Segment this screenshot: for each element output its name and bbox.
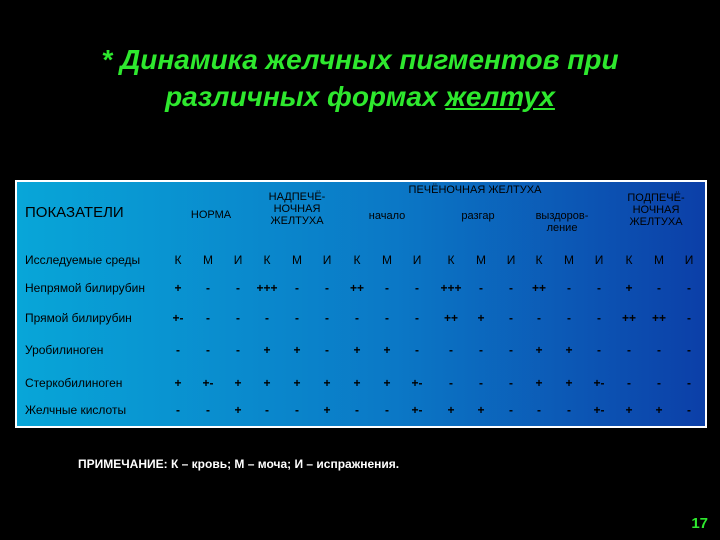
table-cell: +	[353, 343, 361, 357]
table-cell: -	[325, 281, 329, 295]
table-cell: -	[385, 311, 389, 325]
table-cell: -	[385, 281, 389, 295]
table-cell: -	[597, 343, 601, 357]
table-cell: -	[479, 281, 483, 295]
row-label: Желчные кислоты	[25, 403, 127, 417]
table-cell: +	[323, 403, 331, 417]
table-cell: -	[295, 403, 299, 417]
header-indicators: ПОКАЗАТЕЛИ	[25, 204, 124, 221]
row-label: Непрямой билирубин	[25, 281, 145, 295]
table-cell: -	[176, 343, 180, 357]
media-cell: М	[476, 253, 486, 267]
title-prefix: различных формах	[165, 81, 446, 112]
table-cell: -	[325, 343, 329, 357]
table-cell: -	[687, 311, 691, 325]
table-cell: -	[265, 311, 269, 325]
table-cell: +	[323, 376, 331, 390]
table-cell: +	[383, 376, 391, 390]
table-cell: -	[479, 376, 483, 390]
table-cell: +	[535, 343, 543, 357]
table-cell: +	[353, 376, 361, 390]
media-cell: К	[174, 253, 182, 267]
table-cell: +++	[440, 281, 462, 295]
table-cell: -	[567, 281, 571, 295]
header-hepatic-recovery: выздоров- ление	[535, 210, 589, 234]
table-cell: -	[325, 311, 329, 325]
table-cell: -	[236, 311, 240, 325]
media-cell: М	[203, 253, 213, 267]
table-cell: +-	[593, 403, 605, 417]
media-cell: И	[322, 253, 332, 267]
table-cell: ++	[651, 311, 666, 325]
table-cell: +	[477, 403, 485, 417]
table-cell: -	[355, 403, 359, 417]
table-cell: +++	[256, 281, 278, 295]
table-cell: -	[509, 311, 513, 325]
table-cell: +	[293, 376, 301, 390]
table-cell: +	[174, 281, 182, 295]
media-cell: К	[535, 253, 543, 267]
table-cell: -	[449, 376, 453, 390]
header-hepatic-start: начало	[368, 210, 406, 222]
bile-pigments-table	[15, 180, 707, 428]
table-cell: -	[687, 343, 691, 357]
table-cell: +	[655, 403, 663, 417]
note-text: К – кровь; М – моча; И – испражнения.	[167, 457, 400, 471]
table-cell: -	[265, 403, 269, 417]
slide-title-line1: * Динамика желчных пигментов при	[101, 44, 619, 75]
table-cell: -	[687, 281, 691, 295]
table-cell: +	[447, 403, 455, 417]
row-label: Прямой билирубин	[25, 311, 132, 325]
table-cell: -	[479, 343, 483, 357]
page-number: 17	[691, 515, 708, 532]
table-cell: -	[627, 343, 631, 357]
table-cell: -	[657, 376, 661, 390]
header-norm: НОРМА	[190, 209, 232, 221]
table-cell: +	[293, 343, 301, 357]
header-hepatic-peak: разгар	[461, 210, 495, 222]
table-cell: -	[206, 311, 210, 325]
row-label: Стеркобилиноген	[25, 376, 123, 390]
table-cell: -	[687, 376, 691, 390]
table-cell: +-	[411, 376, 423, 390]
table-cell: -	[206, 343, 210, 357]
table-cell: +-	[593, 376, 605, 390]
table-cell: -	[657, 281, 661, 295]
row-label: Уробилиноген	[25, 343, 104, 357]
media-cell: К	[263, 253, 271, 267]
table-cell: -	[206, 403, 210, 417]
media-cell: К	[447, 253, 455, 267]
table-cell: +-	[411, 403, 423, 417]
slide-title-line2	[0, 79, 720, 115]
table-cell: -	[355, 311, 359, 325]
table-cell: -	[509, 376, 513, 390]
table-cell: +	[625, 403, 633, 417]
table-cell: -	[415, 311, 419, 325]
title-underlined-word: желтух	[445, 81, 555, 112]
media-cell: И	[233, 253, 243, 267]
table-cell: -	[415, 281, 419, 295]
table-cell: +	[234, 376, 242, 390]
table-cell: -	[509, 403, 513, 417]
media-cell: М	[382, 253, 392, 267]
table-cell: -	[537, 403, 541, 417]
media-cell: М	[564, 253, 574, 267]
table-cell: -	[597, 281, 601, 295]
table-cell: +	[565, 343, 573, 357]
table-cell: -	[687, 403, 691, 417]
table-cell: -	[176, 403, 180, 417]
table-cell: ++	[443, 311, 458, 325]
table-cell: -	[509, 343, 513, 357]
media-row-label: Исследуемые среды	[25, 253, 141, 267]
table-cell: -	[295, 311, 299, 325]
table-cell: -	[236, 343, 240, 357]
media-cell: К	[353, 253, 361, 267]
media-cell: К	[625, 253, 633, 267]
media-cell: М	[292, 253, 302, 267]
table-cell: ++	[349, 281, 364, 295]
table-cell: ++	[531, 281, 546, 295]
table-cell: +	[625, 281, 633, 295]
table-cell: +	[535, 376, 543, 390]
table-cell: ++	[621, 311, 636, 325]
table-cell: -	[295, 281, 299, 295]
table-note	[78, 457, 399, 471]
table-cell: +	[174, 376, 182, 390]
table-cell: +	[234, 403, 242, 417]
table-cell: -	[537, 311, 541, 325]
table-cell: -	[657, 343, 661, 357]
table-cell: +	[383, 343, 391, 357]
media-cell: И	[412, 253, 422, 267]
table-cell: -	[449, 343, 453, 357]
header-prehepatic: НАДПЕЧЁ- НОЧНАЯ ЖЕЛТУХА	[268, 191, 326, 227]
table-cell: -	[567, 311, 571, 325]
table-cell: +	[263, 376, 271, 390]
header-hepatic: ПЕЧЁНОЧНАЯ ЖЕЛТУХА	[408, 184, 542, 196]
table-cell: -	[567, 403, 571, 417]
media-cell: И	[506, 253, 516, 267]
note-prefix: ПРИМЕЧАНИЕ:	[78, 457, 168, 471]
table-cell: -	[415, 343, 419, 357]
media-cell: И	[684, 253, 694, 267]
table-cell: -	[206, 281, 210, 295]
media-cell: И	[594, 253, 604, 267]
table-cell: +	[565, 376, 573, 390]
header-posthepatic: ПОДПЕЧЁ- НОЧНАЯ ЖЕЛТУХА	[627, 192, 685, 228]
table-cell: -	[385, 403, 389, 417]
table-cell: -	[509, 281, 513, 295]
table-cell: +-	[202, 376, 214, 390]
table-cell: -	[597, 311, 601, 325]
table-cell: +-	[172, 311, 184, 325]
media-cell: М	[654, 253, 664, 267]
table-cell: -	[627, 376, 631, 390]
table-cell: -	[236, 281, 240, 295]
table-cell: +	[477, 311, 485, 325]
table-cell: +	[263, 343, 271, 357]
